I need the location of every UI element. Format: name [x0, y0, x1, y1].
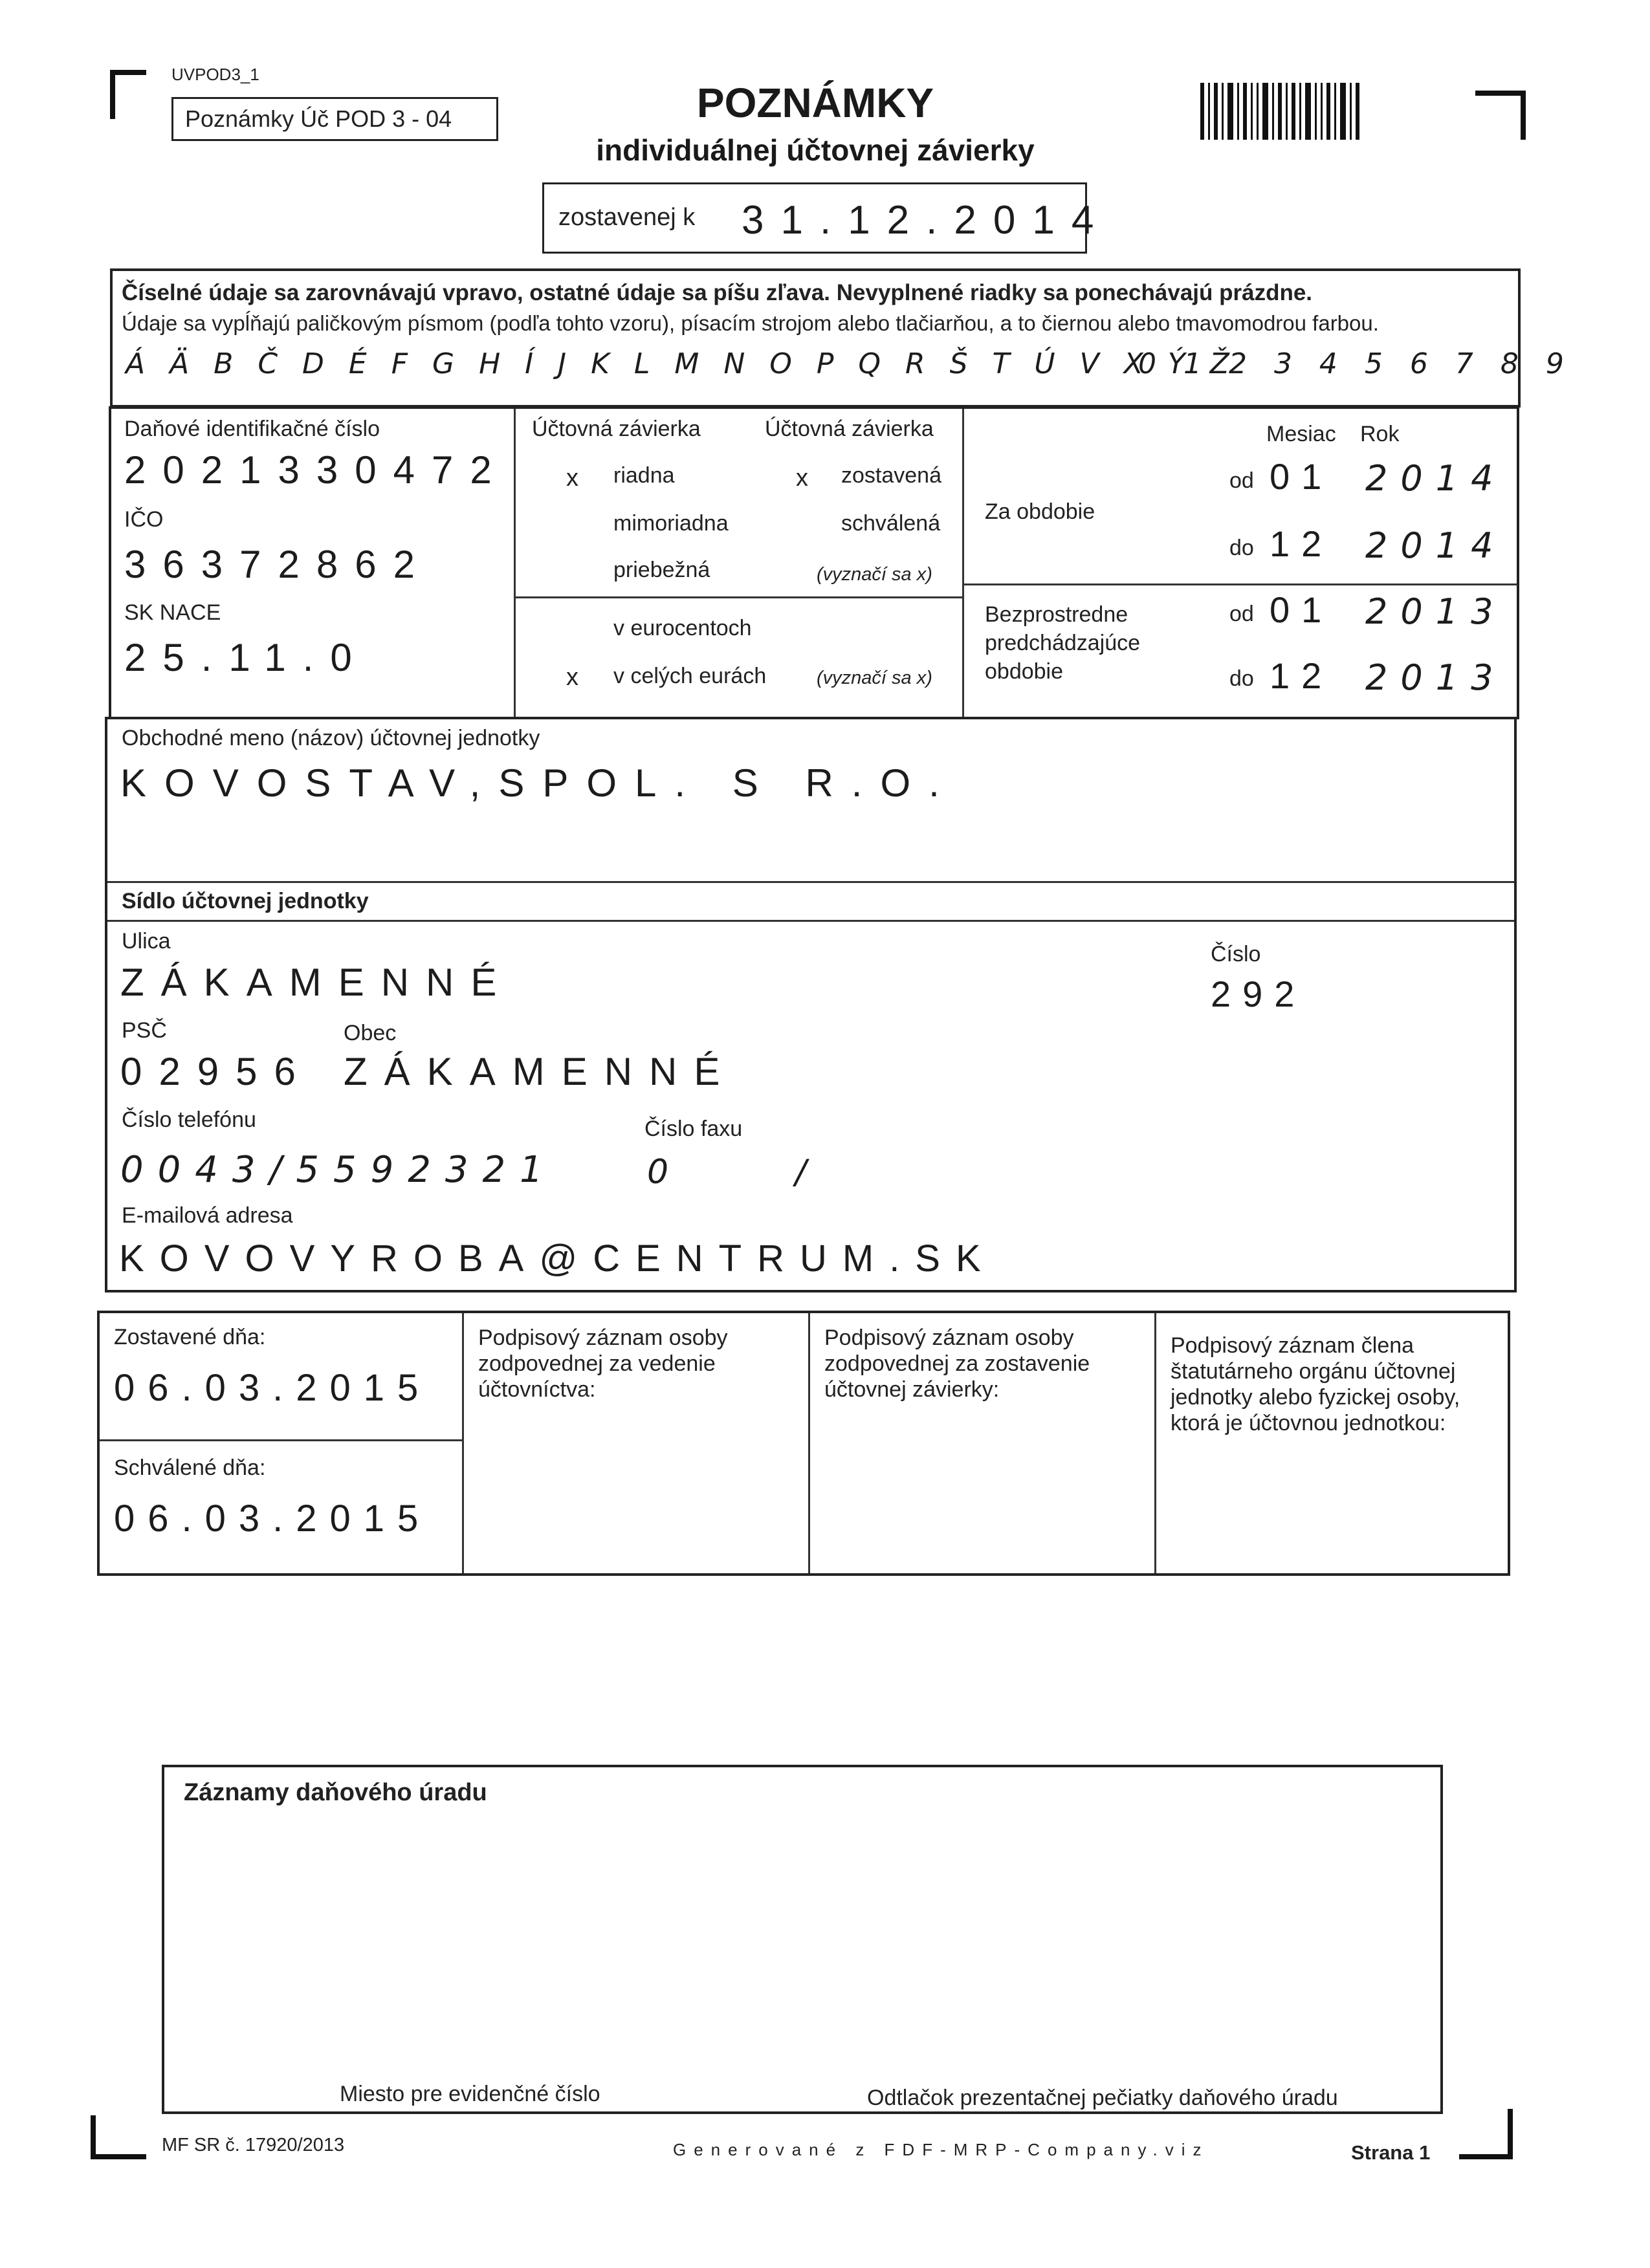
corner-mark-bottom-right	[1459, 2109, 1513, 2159]
period-row-divider	[962, 583, 1517, 585]
instructions-line1: Číselné údaje sa zarovnávajú vpravo, ostatné údaje sa píšu zľava. Nevyplnené riadky sa ponechávajú prázdne.	[122, 280, 1313, 305]
prev-period-label	[985, 600, 1198, 686]
cur-to-year: 2014	[1365, 525, 1506, 566]
page-title: POZNÁMKY	[696, 80, 934, 126]
zostavena-checkbox-mark[interactable]: x	[796, 464, 808, 492]
evidence-number-label: Miesto pre evidenčné číslo	[340, 2082, 600, 2106]
statement-type-header-1: Účtovná závierka	[532, 417, 701, 441]
ico-value: 36372862	[124, 543, 432, 586]
tax-office-block	[162, 1765, 1443, 2114]
fax-label: Číslo faxu	[644, 1117, 743, 1141]
form-name-box	[171, 97, 498, 141]
riadna-checkbox-mark[interactable]: x	[566, 464, 578, 492]
schvalena-label: schválená	[841, 511, 941, 536]
type-col-divider	[962, 409, 964, 717]
seat-divider-bottom	[107, 920, 1514, 922]
company-seat-block	[105, 717, 1517, 1292]
compiled-date-box	[542, 182, 1111, 254]
number-label: Číslo	[1211, 942, 1261, 966]
email-value: KOVOVYROBA@CENTRUM.SK	[119, 1238, 996, 1280]
sig-accounting[interactable]	[478, 1325, 769, 1402]
psc-value: 02956	[120, 1050, 313, 1093]
prev-to-month: 12	[1270, 655, 1334, 696]
tax-office-stamp-label: Odtlačok prezentačnej pečiatky daňového úradu	[867, 2086, 1338, 2110]
street-value: ZÁKAMENNÉ	[120, 961, 514, 1004]
generated-by: Generované z FDF-MRP-Company.viz	[673, 2140, 1209, 2159]
instructions-line2: Údaje sa vypĺňajú paličkovým písmom (podľa tohto vzoru), písacím strojom alebo tlačiarňou, a to čiernou alebo tmavomodrou farbou.	[122, 311, 1379, 335]
sig-statutory-text: Podpisový záznam člena štatutárneho orgánu účtovnej jednotky alebo fyzickej osoby, ktorá je účtovnou jednotkou:	[1171, 1333, 1460, 1435]
street-label: Ulica	[122, 929, 171, 954]
nace-label: SK NACE	[124, 600, 221, 625]
cur-to-month: 12	[1270, 523, 1334, 564]
sig-statement-text: Podpisový záznam osoby zodpovednej za zostavenie účtovnej závierky:	[824, 1325, 1090, 1402]
ministry-ref: MF SR č. 17920/2013	[162, 2135, 345, 2155]
prev-to-year: 2013	[1365, 657, 1506, 698]
form-code: UVPOD3_1	[171, 65, 259, 84]
page-subtitle: individuálnej účtovnej závierky	[596, 133, 1035, 167]
eur-checkbox-mark[interactable]: x	[566, 664, 578, 691]
sample-digits: 0 1 2 3 4 5 6 7 8 9	[1138, 347, 1573, 380]
page-number: Strana 1	[1351, 2141, 1431, 2164]
approved-on-value: 06.03.2015	[114, 1498, 432, 1540]
cur-from-year: 2014	[1365, 458, 1506, 499]
eur-label: v celých eurách	[613, 664, 767, 688]
tax-office-title: Záznamy daňového úradu	[184, 1779, 487, 1806]
dates-divider	[100, 1439, 462, 1441]
compiled-on-value: 06.03.2015	[114, 1367, 432, 1409]
dates-signatures-block	[97, 1311, 1510, 1576]
id-col-divider	[514, 409, 516, 717]
sample-letters: Á Ä B Č D É F G H Í J K L M N O P Q R Š T Ú V X Ý Ž	[126, 347, 1237, 380]
priebezna-label: priebežná	[613, 558, 710, 582]
compiled-date-label: zostavenej k	[558, 204, 696, 231]
riadna-label: riadna	[613, 463, 675, 488]
prev-period-text: Bezprostredne predchádzajúce obdobie	[985, 602, 1141, 684]
current-period-label: Za obdobie	[985, 499, 1095, 524]
nace-value: 25.11.0	[124, 636, 369, 679]
corner-mark-bottom-left	[91, 2115, 146, 2159]
corner-mark-top-right	[1475, 91, 1526, 140]
cur-to-do: do	[1229, 536, 1254, 560]
city-label: Obec	[344, 1021, 397, 1045]
year-header: Rok	[1360, 422, 1400, 446]
instructions-box	[110, 268, 1573, 408]
sig-accounting-text: Podpisový záznam osoby zodpovednej za vedenie účtovníctva:	[478, 1325, 728, 1402]
phone-label: Číslo telefónu	[122, 1107, 256, 1132]
psc-label: PSČ	[122, 1018, 167, 1043]
mimoriadna-label: mimoriadna	[613, 511, 729, 536]
cur-from-od: od	[1229, 468, 1254, 493]
prev-from-year: 2013	[1365, 591, 1506, 632]
number-value: 292	[1211, 974, 1306, 1014]
corner-mark-top-left	[110, 70, 146, 119]
city-value: ZÁKAMENNÉ	[344, 1050, 737, 1093]
mark-note-2: (vyznačí sa x)	[817, 668, 932, 688]
company-name-label: Obchodné meno (názov) účtovnej jednotky	[122, 726, 540, 750]
statement-type-header-2: Účtovná závierka	[765, 417, 934, 441]
month-header: Mesiac	[1266, 422, 1336, 446]
sig-statement[interactable]	[824, 1325, 1128, 1402]
approved-on-label: Schválené dňa:	[114, 1456, 266, 1480]
type-row-divider	[514, 596, 962, 598]
cur-from-month: 01	[1270, 456, 1334, 497]
compiled-date-value: 31.12.2014	[742, 198, 1111, 243]
mark-note-1: (vyznačí sa x)	[817, 564, 932, 585]
sig-divider-3	[1154, 1313, 1156, 1573]
eurocent-label: v eurocentoch	[613, 616, 752, 640]
dic-label: Daňové identifikačné číslo	[124, 417, 380, 441]
seat-section-label: Sídlo účtovnej jednotky	[122, 889, 369, 913]
sig-statutory[interactable]	[1171, 1333, 1494, 1436]
prev-from-month: 01	[1270, 589, 1334, 630]
sig-divider-2	[808, 1313, 810, 1573]
email-label: E-mailová adresa	[122, 1203, 293, 1228]
zostavena-label: zostavená	[841, 463, 941, 488]
sig-divider-1	[462, 1313, 464, 1573]
compiled-on-label: Zostavené dňa:	[114, 1325, 266, 1349]
barcode	[1200, 83, 1359, 140]
phone-value: 0043/5592321	[120, 1149, 557, 1191]
identification-block	[109, 406, 1519, 719]
prev-to-do: do	[1229, 666, 1254, 691]
form-name: Poznámky Úč POD 3 - 04	[185, 105, 452, 132]
fax-value: 0 /	[647, 1153, 813, 1192]
company-name-value: KOVOSTAV,SPOL. S R.O.	[120, 761, 958, 805]
ico-label: IČO	[124, 507, 164, 532]
seat-divider-top	[107, 881, 1514, 883]
prev-from-od: od	[1229, 602, 1254, 626]
dic-value: 2021330472	[124, 448, 509, 492]
